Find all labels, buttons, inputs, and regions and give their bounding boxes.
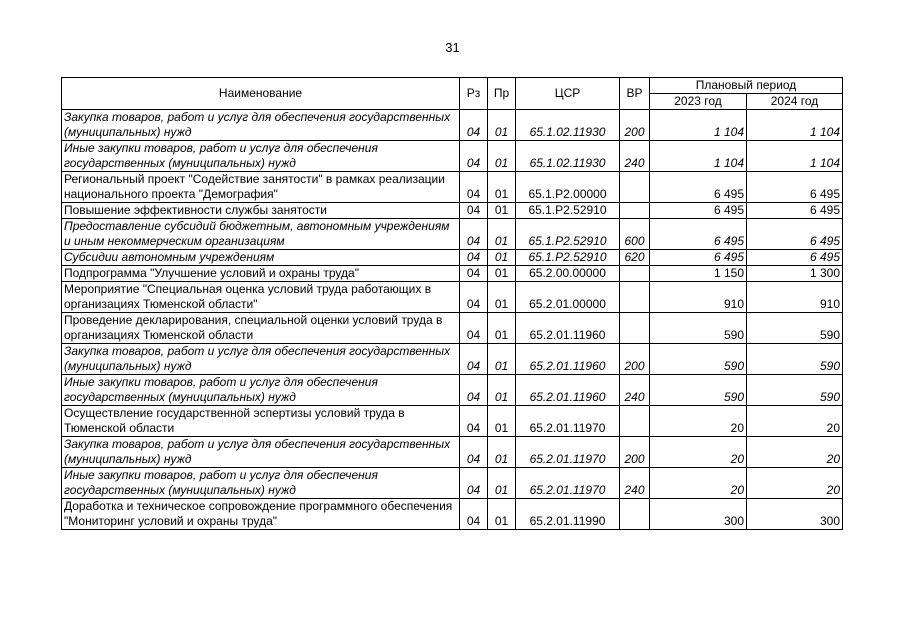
row-pr: 01: [488, 313, 516, 344]
row-vr: [620, 266, 650, 282]
row-rz: 04: [460, 406, 488, 437]
row-value-2024: 1 300: [747, 266, 843, 282]
row-pr: 01: [488, 406, 516, 437]
row-rz: 04: [460, 437, 488, 468]
row-csr: 65.1.P2.52910: [516, 250, 620, 266]
row-vr: [620, 406, 650, 437]
header-csr: ЦСР: [516, 78, 620, 110]
row-rz: 04: [460, 203, 488, 219]
row-rz: 04: [460, 141, 488, 172]
row-name: Субсидии автономным учреждениям: [62, 250, 460, 266]
row-csr: 65.1.P2.00000: [516, 172, 620, 203]
budget-table: [61, 77, 843, 530]
row-name: Закупка товаров, работ и услуг для обеспечения государственных (муниципальных) нужд: [62, 110, 460, 141]
row-vr: [620, 282, 650, 313]
row-rz: 04: [460, 375, 488, 406]
row-value-2023: 1 104: [650, 110, 747, 141]
table-row: [62, 219, 843, 250]
row-vr: 240: [620, 141, 650, 172]
row-name: Иные закупки товаров, работ и услуг для обеспечения государственных (муниципальных) нужд: [62, 375, 460, 406]
table-body: [62, 110, 843, 530]
row-pr: 01: [488, 437, 516, 468]
page-number: 31: [445, 40, 460, 55]
row-pr: 01: [488, 203, 516, 219]
row-name: Повышение эффективности службы занятости: [62, 203, 460, 219]
row-value-2024: 6 495: [747, 219, 843, 250]
header-year-2024: 2024 год: [747, 94, 843, 110]
row-csr: 65.2.01.11960: [516, 375, 620, 406]
row-csr: 65.2.01.11970: [516, 437, 620, 468]
row-value-2024: 6 495: [747, 250, 843, 266]
row-name: Региональный проект "Содействие занятости" в рамках реализации национального проекта "Демография": [62, 172, 460, 203]
row-rz: 04: [460, 110, 488, 141]
row-pr: 01: [488, 282, 516, 313]
row-csr: 65.2.00.00000: [516, 266, 620, 282]
header-rz: Рз: [460, 78, 488, 110]
row-name: Иные закупки товаров, работ и услуг для обеспечения государственных (муниципальных) нужд: [62, 468, 460, 499]
row-value-2024: 1 104: [747, 141, 843, 172]
row-value-2023: 590: [650, 344, 747, 375]
row-vr: 200: [620, 437, 650, 468]
row-pr: 01: [488, 468, 516, 499]
row-pr: 01: [488, 110, 516, 141]
row-vr: [620, 203, 650, 219]
header-year-2023: 2023 год: [650, 94, 747, 110]
row-value-2023: 1 150: [650, 266, 747, 282]
row-name: Подпрограмма "Улучшение условий и охраны труда": [62, 266, 460, 282]
row-value-2024: 6 495: [747, 203, 843, 219]
table-row: [62, 172, 843, 203]
row-value-2023: 20: [650, 468, 747, 499]
table-row: [62, 437, 843, 468]
table-row: [62, 141, 843, 172]
row-name: Осуществление государственной эспертизы условий труда в Тюменской области: [62, 406, 460, 437]
row-value-2024: 20: [747, 468, 843, 499]
row-rz: 04: [460, 266, 488, 282]
row-vr: [620, 313, 650, 344]
row-value-2023: 20: [650, 406, 747, 437]
row-pr: 01: [488, 375, 516, 406]
row-csr: 65.1.P2.52910: [516, 219, 620, 250]
row-vr: 200: [620, 344, 650, 375]
row-value-2023: 910: [650, 282, 747, 313]
header-pr: Пр: [488, 78, 516, 110]
row-vr: [620, 172, 650, 203]
row-csr: 65.2.01.11970: [516, 406, 620, 437]
row-vr: 620: [620, 250, 650, 266]
row-value-2023: 590: [650, 313, 747, 344]
row-pr: 01: [488, 219, 516, 250]
row-value-2024: 590: [747, 313, 843, 344]
row-value-2023: 590: [650, 375, 747, 406]
row-value-2023: 6 495: [650, 219, 747, 250]
row-csr: 65.2.01.11960: [516, 344, 620, 375]
row-rz: 04: [460, 219, 488, 250]
table-row: [62, 313, 843, 344]
row-name: Закупка товаров, работ и услуг для обеспечения государственных (муниципальных) нужд: [62, 344, 460, 375]
row-value-2023: 6 495: [650, 250, 747, 266]
table-row: [62, 499, 843, 530]
row-value-2024: 910: [747, 282, 843, 313]
row-rz: 04: [460, 313, 488, 344]
row-csr: 65.1.02.11930: [516, 110, 620, 141]
row-csr: 65.1.02.11930: [516, 141, 620, 172]
table-row: [62, 282, 843, 313]
row-value-2023: 6 495: [650, 203, 747, 219]
row-rz: 04: [460, 250, 488, 266]
row-pr: 01: [488, 141, 516, 172]
header-vr: ВР: [620, 78, 650, 110]
table-row: [62, 406, 843, 437]
table-row: [62, 250, 843, 266]
row-value-2024: 20: [747, 437, 843, 468]
row-vr: 200: [620, 110, 650, 141]
row-pr: 01: [488, 499, 516, 530]
row-rz: 04: [460, 344, 488, 375]
table-row: [62, 344, 843, 375]
row-name: Закупка товаров, работ и услуг для обеспечения государственных (муниципальных) нужд: [62, 437, 460, 468]
row-csr: 65.2.01.11970: [516, 468, 620, 499]
row-name: Иные закупки товаров, работ и услуг для обеспечения государственных (муниципальных) нужд: [62, 141, 460, 172]
row-name: Мероприятие "Специальная оценка условий труда работающих в организациях Тюменской области": [62, 282, 460, 313]
row-value-2023: 20: [650, 437, 747, 468]
row-vr: [620, 499, 650, 530]
row-vr: 600: [620, 219, 650, 250]
row-value-2024: 6 495: [747, 172, 843, 203]
table-row: [62, 266, 843, 282]
row-pr: 01: [488, 266, 516, 282]
row-csr: 65.1.P2.52910: [516, 203, 620, 219]
table-row: [62, 110, 843, 141]
header-plan-period: Плановый период: [650, 78, 843, 94]
row-pr: 01: [488, 172, 516, 203]
row-rz: 04: [460, 499, 488, 530]
row-pr: 01: [488, 250, 516, 266]
row-rz: 04: [460, 172, 488, 203]
row-rz: 04: [460, 282, 488, 313]
row-name: Предоставление субсидий бюджетным, автономным учреждениям и иным некоммерческим организациям: [62, 219, 460, 250]
row-rz: 04: [460, 468, 488, 499]
row-value-2023: 6 495: [650, 172, 747, 203]
row-vr: 240: [620, 468, 650, 499]
row-csr: 65.2.01.11990: [516, 499, 620, 530]
row-value-2024: 1 104: [747, 110, 843, 141]
table-row: [62, 468, 843, 499]
table-row: [62, 203, 843, 219]
row-vr: 240: [620, 375, 650, 406]
row-value-2023: 300: [650, 499, 747, 530]
table-row: [62, 375, 843, 406]
row-pr: 01: [488, 344, 516, 375]
row-csr: 65.2.01.11960: [516, 313, 620, 344]
header-name: Наименование: [62, 78, 460, 110]
row-csr: 65.2.01.00000: [516, 282, 620, 313]
row-value-2024: 590: [747, 344, 843, 375]
row-name: Доработка и техническое сопровождение программного обеспечения "Мониторинг условий и охраны труда": [62, 499, 460, 530]
row-value-2023: 1 104: [650, 141, 747, 172]
row-value-2024: 590: [747, 375, 843, 406]
row-value-2024: 300: [747, 499, 843, 530]
row-name: Проведение декларирования, специальной оценки условий труда в организациях Тюменской области: [62, 313, 460, 344]
row-value-2024: 20: [747, 406, 843, 437]
